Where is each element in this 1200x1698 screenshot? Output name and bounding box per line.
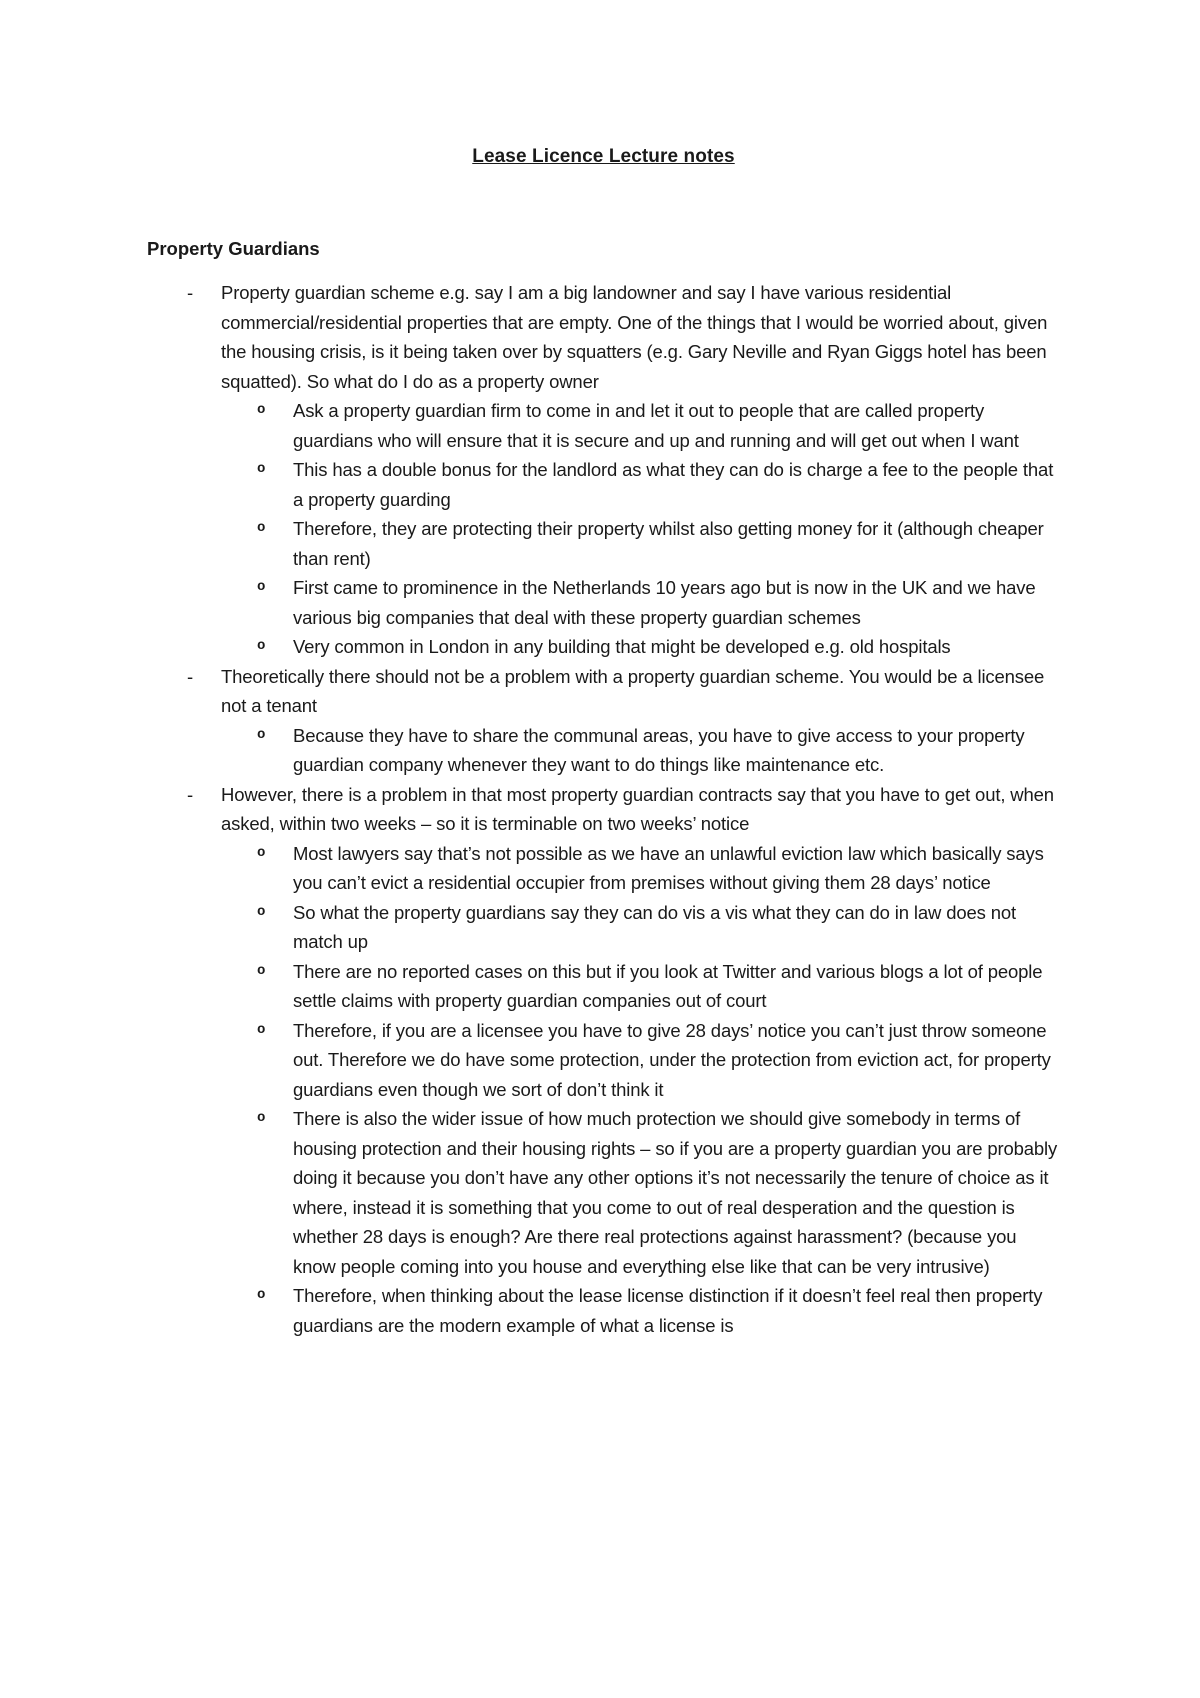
list-item-text: Theoretically there should not be a problem with a property guardian scheme. You would be a licensee not a tenant: [221, 665, 1045, 716]
sub-list-item: [147, 957, 1060, 1016]
list-item-text: Property guardian scheme e.g. say I am a big landowner and say I have various residential commercial/residential properties that are empty. One of the things that I would be worried about, given the housing crisis, is it being taken over by squatters (e.g. Gary Neville and Ryan Giggs hotel has been squatted). So what do I do as a property owner: [221, 282, 1048, 392]
sub-list-item: [147, 514, 1060, 573]
sub-list-item: [147, 573, 1060, 632]
sub-list: [147, 396, 1060, 662]
circle-bullet: o: [257, 1110, 266, 1126]
circle-bullet: o: [257, 579, 266, 595]
main-list: [147, 278, 1060, 1340]
circle-bullet: o: [257, 402, 266, 418]
circle-bullet: o: [257, 726, 266, 743]
sub-list-item: [147, 721, 1060, 780]
sub-list-item-text: Most lawyers say that’s not possible as we have an unlawful eviction law which basically says you can’t evict a residential occupier from premises without giving them 28 days’ notice: [293, 842, 1044, 893]
sub-list-item: [147, 396, 1060, 455]
dash-bullet: -: [187, 665, 194, 687]
dash-bullet: -: [187, 282, 194, 303]
circle-bullet: o: [257, 962, 266, 979]
sub-list: [147, 839, 1060, 1341]
circle-bullet: o: [257, 520, 266, 536]
circle-bullet: o: [257, 638, 266, 654]
sub-list-item-text: Therefore, if you are a licensee you have to give 28 days’ notice you can’t just throw someone out. Therefore we do have some protection, under the protection from eviction act, for property guardians even though we sort of don’t think it: [293, 1019, 1051, 1100]
sub-list-item: [147, 1104, 1060, 1281]
circle-bullet: o: [257, 461, 266, 477]
sub-list-item: [147, 1281, 1060, 1340]
sub-list-item-text: First came to prominence in the Netherlands 10 years ago but is now in the UK and we have various big companies that deal with these property guardian schemes: [293, 577, 1036, 628]
sub-list-item: [147, 898, 1060, 957]
sub-list-item-text: Ask a property guardian firm to come in and let it out to people that are called property guardians who will ensure that it is secure and up and running and will get out when I want: [293, 400, 1019, 451]
sub-list-item-text: Because they have to share the communal areas, you have to give access to your property guardian company whenever they want to do things like maintenance etc.: [293, 724, 1025, 775]
list-item: [147, 278, 1060, 396]
sub-list-item-text: There is also the wider issue of how much protection we should give somebody in terms of housing protection and their housing rights – so if you are a property guardian you are probably doing it because you don’t have any other options it’s not necessarily the tenure of choice as it where, instead it is something that you come to out of real desperation and the question is whether 28 days is enough? Are there real protections against harassment? (because you know people coming into you house and everything else like that can be very intrusive): [293, 1108, 1058, 1277]
sub-list-item-text: Therefore, when thinking about the lease license distinction if it doesn’t feel real then property guardians are the modern example of what a license is: [293, 1285, 1043, 1336]
section-heading: Property Guardians: [147, 238, 320, 259]
circle-bullet: o: [257, 1021, 266, 1038]
list-item: [147, 662, 1060, 721]
circle-bullet: o: [257, 844, 266, 861]
sub-list-item: [147, 839, 1060, 898]
sub-list-item: [147, 632, 1060, 662]
sub-list-item-text: This has a double bonus for the landlord as what they can do is charge a fee to the people that a property guarding: [293, 459, 1054, 510]
list-item: [147, 780, 1060, 839]
circle-bullet: o: [257, 1287, 266, 1303]
dash-bullet: -: [187, 783, 194, 805]
sub-list-item: [147, 455, 1060, 514]
sub-list-item: [147, 1016, 1060, 1105]
sub-list-item-text: Very common in London in any building that might be developed e.g. old hospitals: [293, 636, 951, 657]
circle-bullet: o: [257, 903, 266, 920]
sub-list-item-text: Therefore, they are protecting their property whilst also getting money for it (although cheaper than rent): [293, 518, 1044, 569]
sub-list-item-text: So what the property guardians say they can do vis a vis what they can do in law does not match up: [293, 901, 1016, 952]
document-title: Lease Licence Lecture notes: [472, 146, 735, 167]
sub-list-item-text: There are no reported cases on this but if you look at Twitter and various blogs a lot of people settle claims with property guardian companies out of court: [293, 960, 1043, 1011]
sub-list: [147, 721, 1060, 780]
list-item-text: However, there is a problem in that most property guardian contracts say that you have to get out, when asked, within two weeks – so it is terminable on two weeks’ notice: [221, 783, 1054, 834]
